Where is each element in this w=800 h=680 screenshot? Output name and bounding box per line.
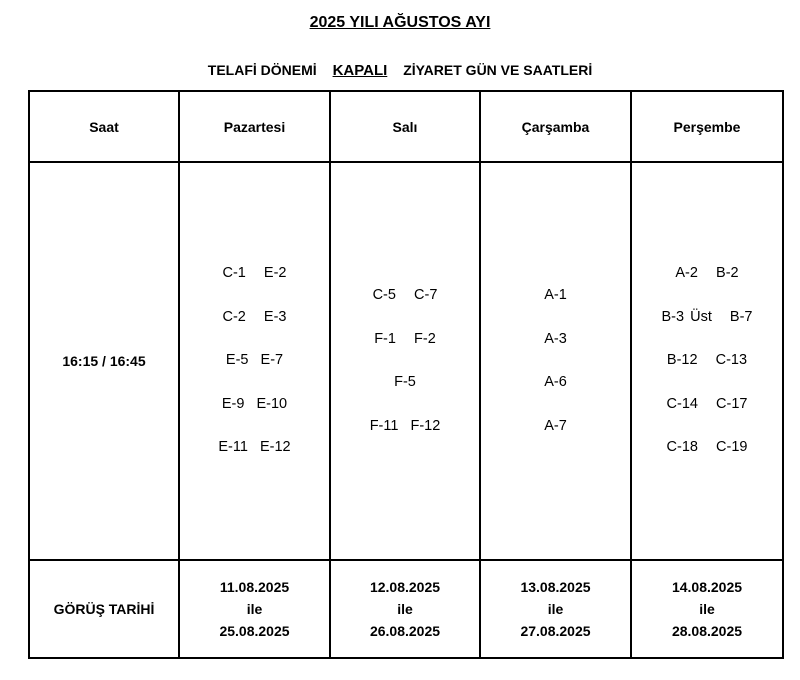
ward-pair: F-5 [394, 374, 416, 390]
ward-pair: A-2 B-2 [675, 265, 739, 282]
date-start: 12.08.2025 [369, 579, 441, 595]
date-range-wednesday [480, 560, 631, 658]
date-end: 25.08.2025 [219, 623, 290, 639]
ward-pair: F-11 F-12 [369, 417, 441, 434]
tuesday-wards [330, 162, 480, 560]
date-connector: ile [547, 601, 564, 617]
header-day-tuesday: Salı [330, 91, 480, 162]
header-day-thursday: Perşembe [631, 91, 783, 162]
date-end: 28.08.2025 [671, 623, 743, 639]
date-end: 26.08.2025 [369, 623, 441, 639]
header-saat: Saat [29, 91, 179, 162]
date-range-tuesday [330, 560, 480, 658]
ward-pair: B-12 C-13 [666, 352, 748, 369]
ward-pair: E-9 E-10 [221, 395, 288, 412]
ward-pair: E-5 E-7 [225, 352, 284, 369]
ward-item: A-6 [544, 374, 567, 390]
ward-pair: F-1 F-2 [374, 330, 436, 347]
ward-pair: B-3 Üst B-7 [661, 308, 753, 325]
date-range-thursday [631, 560, 783, 658]
visit-schedule-table [28, 90, 784, 659]
ward-pair: C-14 C-17 [666, 395, 748, 412]
date-row [29, 560, 783, 658]
thursday-wards [631, 162, 783, 560]
date-connector: ile [246, 601, 263, 617]
date-connector: ile [699, 601, 715, 617]
date-start: 14.08.2025 [671, 579, 743, 595]
ward-item: A-1 [544, 287, 567, 303]
subtitle-prefix: TELAFİ DÖNEMİ [207, 62, 317, 78]
ward-pair: C-5 C-7 [372, 287, 438, 303]
subtitle-highlight: KAPALI [332, 62, 388, 79]
monday-wards [179, 162, 330, 560]
ward-pair: C-1 E-2 [222, 265, 287, 282]
date-start: 11.08.2025 [219, 579, 290, 595]
ward-item: A-7 [544, 417, 567, 434]
schedule-row [29, 162, 783, 560]
subtitle-suffix: ZİYARET GÜN VE SAATLERİ [403, 62, 593, 78]
header-day-monday: Pazartesi [179, 91, 330, 162]
ward-pair: C-18 C-19 [666, 439, 748, 456]
header-day-wednesday: Çarşamba [480, 91, 631, 162]
time-slot: 16:15 / 16:45 [29, 162, 179, 560]
date-range-monday [179, 560, 330, 658]
date-connector: ile [397, 601, 413, 617]
ward-pair: E-11 E-12 [218, 439, 291, 456]
ward-pair: C-2 E-3 [222, 308, 287, 325]
header-row [29, 91, 783, 162]
ward-item: A-3 [544, 330, 567, 347]
page-title: 2025 YILI AĞUSTOS AYI [309, 14, 491, 31]
date-end: 27.08.2025 [520, 623, 591, 639]
date-label: GÖRÜŞ TARİHİ [29, 560, 179, 658]
date-start: 13.08.2025 [520, 579, 591, 595]
wednesday-wards [480, 162, 631, 560]
subtitle [0, 62, 800, 79]
